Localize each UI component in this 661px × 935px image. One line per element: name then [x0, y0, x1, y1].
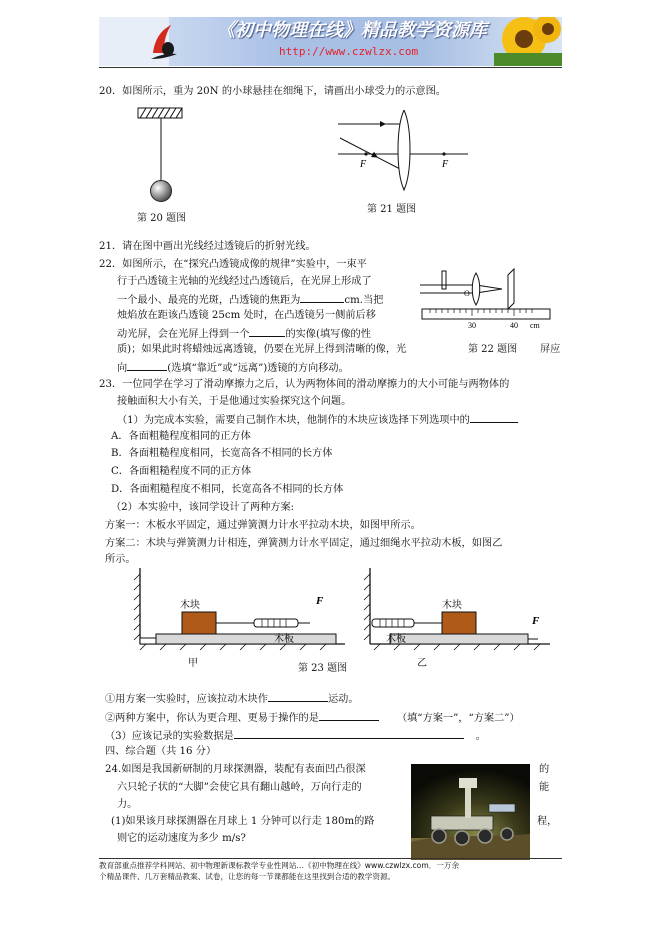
label-jia: 甲	[188, 658, 198, 669]
q22-line7: 向 (选填“靠近”或“远离”)透镜的方向移动。	[117, 359, 349, 376]
ball	[151, 181, 172, 202]
q23-blank-motion[interactable]	[268, 690, 328, 702]
screen	[508, 269, 514, 309]
q23-sub1: ①用方案一实验时，应该拉动木块作 运动。	[105, 690, 359, 707]
q21-text: 21．请在图中画出光线经过透镜后的折射光线。	[99, 241, 316, 252]
q21-figure	[336, 110, 470, 192]
spring-scale-jia	[254, 619, 298, 627]
label-force-jia: F	[316, 595, 324, 607]
ruler	[422, 309, 550, 319]
ruler-label-30: 30	[468, 321, 476, 330]
label-board-jia: 木板	[274, 634, 294, 645]
q23-sub3: （3）应该记录的实验数据是 。	[105, 727, 486, 744]
q20-text: 20．如图所示，重为 20N 的小球悬挂在细绳下，请画出小球受力的示意图。	[99, 86, 446, 97]
q20-figure	[130, 104, 190, 206]
q22-line4: 烛焰放在距该凸透镜 25cm 处时，在凸透镜另一侧前后移	[117, 310, 376, 321]
q24-sub1-right: 程，	[537, 816, 558, 827]
footer-rule	[99, 858, 562, 859]
q23-blank-plan[interactable]	[319, 709, 379, 721]
focal-label-left: F	[360, 159, 367, 170]
lens	[472, 273, 480, 305]
banner-title: 《初中物理在线》精品教学资源库	[217, 20, 487, 41]
ruler-label-40: 40	[510, 321, 518, 330]
q23-blank-data[interactable]	[234, 727, 464, 739]
q22-line2: 行于凸透镜主光轴的光线经过凸透镜后，在光屏上形成了	[117, 276, 372, 287]
focal-label-right: F	[442, 159, 449, 170]
spring-scale-yi	[372, 619, 414, 627]
q23-figure-jia	[130, 568, 345, 652]
q20-caption: 第 20 题图	[137, 213, 187, 224]
q23-blank-choice[interactable]	[470, 411, 518, 423]
board-jia	[156, 634, 336, 644]
q22-blank-focal[interactable]	[300, 291, 344, 303]
label-force-yi: F	[532, 615, 540, 627]
q22-caption: 第 22 题图	[468, 344, 518, 355]
q23-line1: 23．一位同学在学习了滑动摩擦力之后，认为两物体间的滑动摩擦力的大小可能与两物体的	[99, 379, 510, 390]
q22-line1: 22．如图所示，在“探究凸透镜成像的规律”实验中，一束平	[99, 259, 367, 270]
footer-line1: 教育部重点推荐学科网站、初中物理新课标教学专业性网站…《初中物理在线》www.czwlzx.com．一万余	[99, 861, 460, 870]
q23-plan2-cont: 所示。	[105, 554, 136, 565]
q22-line6: 质)；如果此时将蜡烛远离透镜，仍要在光屏上得到清晰的像，光	[117, 344, 407, 355]
label-yi: 乙	[417, 658, 427, 669]
q24-sub1-line2: 则它的运动速度为多少 m/s?	[117, 833, 246, 844]
q23-plan2: 方案二：木块与弹簧测力计相连，弹簧测力计水平固定，通过细绳水平拉动木板，如图乙	[105, 538, 503, 549]
candle	[442, 271, 446, 289]
label-block-yi: 木块	[442, 600, 462, 611]
svg-text:O: O	[464, 289, 470, 298]
label-block-jia: 木块	[180, 600, 200, 611]
q23-figure-yi	[360, 568, 550, 652]
header-banner	[99, 17, 562, 66]
board-yi	[390, 634, 528, 644]
banner-url[interactable]: http://www.czwlzx.com	[279, 45, 419, 58]
q23-option-b: B．各面粗糙程度相同，长宽高各不相同的长方体	[111, 448, 333, 459]
q23-line2: 接触面积大小有关，于是他通过实验探究这个问题。	[117, 396, 352, 407]
q23-part2-intro: （2）本实验中，该同学设计了两种方案:	[111, 502, 295, 513]
sunflower-icon	[494, 17, 562, 66]
lunar-rover-photo	[411, 764, 530, 860]
section4-title: 四、综合题（共 16 分）	[105, 746, 217, 757]
block-jia	[182, 612, 216, 634]
q23-option-c: C．各面粗糙程度不同的正方体	[111, 466, 252, 477]
logo-icon	[149, 23, 179, 61]
footer-line2: 个精品课件、几万套精品教案、试卷，让您的每一节课都能在这里找到合适的教学资源。	[99, 872, 396, 881]
block-yi	[442, 612, 476, 634]
q22-blank-direction[interactable]	[127, 359, 167, 371]
q21-caption: 第 21 题图	[367, 204, 417, 215]
q23-line3: （1）为完成本实验，需要自己制作木块，他制作的木块应该选择下列选项中的	[117, 411, 518, 428]
q24-sub1-line1: (1)如果该月球探测器在月球上 1 分钟可以行走 180m的路	[111, 816, 375, 827]
header-rule	[99, 67, 562, 68]
q24-line1: 24.如图是我国新研制的月球探测器，装配有表面凹凸很深	[105, 764, 366, 775]
convex-lens	[398, 110, 410, 190]
label-board-yi: 木板	[386, 634, 406, 645]
q24-right1: 的	[539, 764, 550, 775]
q23-sub2: ②两种方案中，你认为更合理、更易于操作的是 （填“方案一”，“方案二”）	[105, 709, 520, 726]
q22-figure	[420, 265, 554, 331]
q24-line3: 力。	[117, 799, 138, 810]
ruler-unit: cm	[530, 321, 540, 330]
q23-option-d: D．各面粗糙程度不相同，长宽高各不相同的长方体	[111, 484, 344, 495]
q23-plan1: 方案一：木板水平固定，通过弹簧测力计水平拉动木块，如图甲所示。	[105, 520, 421, 531]
q22-blank-image[interactable]	[249, 325, 285, 337]
q24-right2: 能	[539, 782, 550, 793]
q22-line3: 一个最小、最亮的光斑，凸透镜的焦距为 cm.当把	[117, 291, 383, 308]
q23-option-a: A．各面粗糙程度相同的正方体	[111, 431, 251, 442]
q22-line6-right: 屏应	[540, 344, 561, 355]
q22-line5: 动光屏，会在光屏上得到一个 的实像(填写像的性	[117, 325, 371, 342]
q24-line2: 六只轮子状的“大脚”会使它具有翻山越岭，万向行走的	[117, 782, 362, 793]
q23-caption: 第 23 题图	[298, 663, 348, 674]
